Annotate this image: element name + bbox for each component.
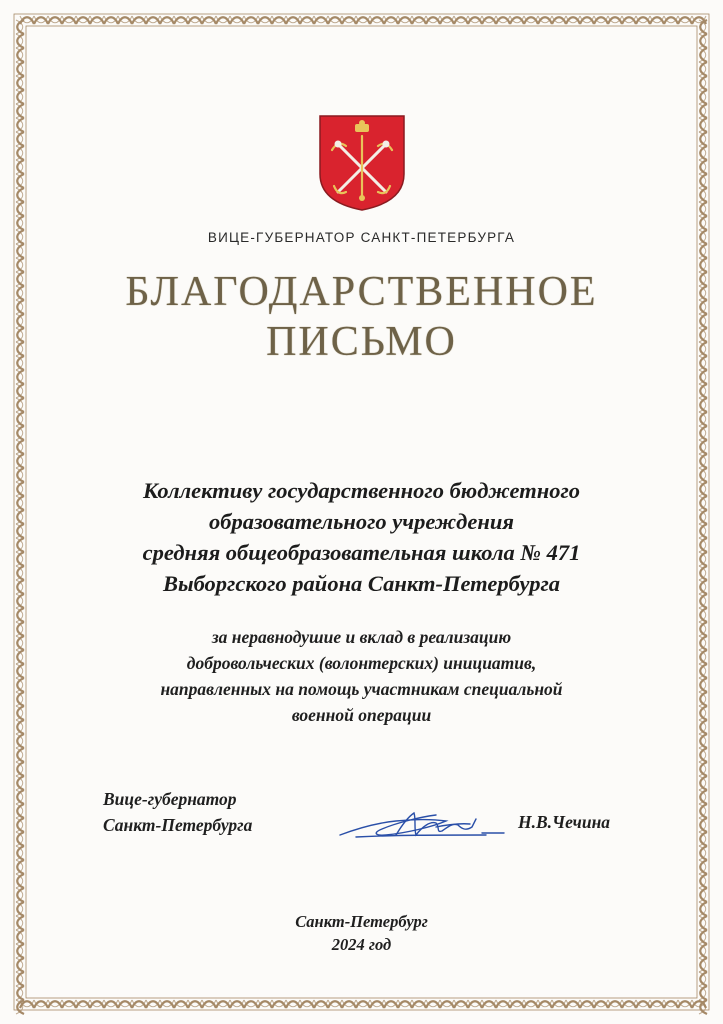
signature-image: [336, 805, 506, 845]
reason-block: [60, 624, 663, 728]
signatory-position-line2: Санкт-Петербурга: [103, 815, 253, 835]
city: Санкт-Петербург: [295, 912, 428, 931]
recipient-block: [60, 475, 663, 599]
year: 2024 год: [331, 935, 392, 954]
recipient-line: Выборгского района Санкт-Петербурга: [162, 571, 560, 596]
reason-line: добровольческих (волонтерских) инициатив,: [186, 653, 537, 673]
document-title-line2: ПИСЬМО: [266, 319, 457, 365]
place-and-date: [0, 910, 723, 956]
signatory-name: Н.В.Чечина: [518, 812, 611, 832]
coat-of-arms-icon: [318, 114, 406, 212]
signatory-position: [103, 786, 252, 838]
recipient-line: образовательного учреждения: [209, 509, 514, 534]
signatory-position-line1: Вице-губернатор: [103, 789, 237, 809]
reason-line: направленных на помощь участникам специальной: [160, 679, 563, 699]
reason-line: военной операции: [291, 705, 432, 725]
reason-line: за неравнодушие и вклад в реализацию: [211, 627, 512, 647]
recipient-line: Коллективу государственного бюджетного: [142, 478, 581, 503]
recipient-line: средняя общеобразовательная школа № 471: [142, 540, 581, 565]
document-title-line1: БЛАГОДАРСТВЕННОЕ: [125, 269, 598, 315]
issuer-title: ВИЦЕ-ГУБЕРНАТОР САНКТ-ПЕТЕРБУРГА: [207, 230, 516, 245]
